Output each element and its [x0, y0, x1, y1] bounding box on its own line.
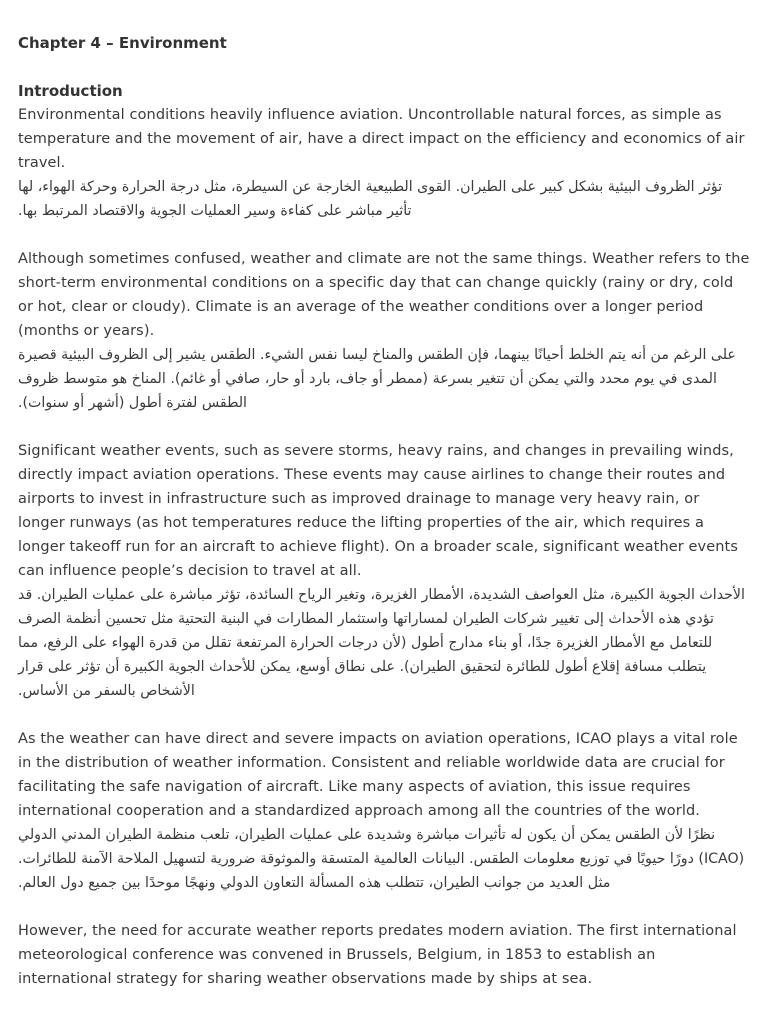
paragraph-english: However, the need for accurate weather reports predates modern aviation. The first international meteorological conference was convened in Brussels, Belgium, in 1853 to establish an international strategy for sharing weather observations made by ships at sea.: [18, 923, 737, 987]
paragraph-environment-influence: [18, 103, 750, 223]
paragraph-icao-role: [18, 727, 750, 895]
section-title: Introduction: [18, 82, 123, 100]
chapter-title: Chapter 4 – Environment: [18, 34, 227, 52]
paragraph-english: As the weather can have direct and severe impacts on aviation operations, ICAO plays a vital role in the distribution of weather information. Consistent and reliable worldwide data are crucial for facilitating the safe navigation of aircraft. Like many aspects of aviation, this issue requires international cooperation and a standardized approach among all the countries of the world.: [18, 731, 738, 819]
paragraph-weather-events: [18, 439, 750, 703]
paragraph-arabic: نظرًا لأن الطقس يمكن أن يكون له تأثيرات مباشرة وشديدة على عمليات الطيران، تلعب منظمة الطيران المدني الدولي (ICAO) دورًا حيويًا في توزيع معلومات الطقس. البيانات العالمية المتسقة والموثوقة ضرورية لتسهيل الملاحة الآمنة للطائرات. مثل العديد من جوانب الطيران، تتطلب هذه المسألة التعاون الدولي ونهجًا موحدًا بين جميع دول العالم.: [18, 827, 745, 891]
paragraph-arabic: تؤثر الظروف البيئية بشكل كبير على الطيران. القوى الطبيعية الخارجة عن السيطرة، مثل درجة الحرارة وحركة الهواء، لها تأثير مباشر على كفاءة وسير العمليات الجوية والاقتصاد المرتبط بها.: [18, 179, 723, 219]
paragraph-history: [18, 919, 750, 991]
paragraph-weather-vs-climate: [18, 247, 750, 415]
paragraph-english: Significant weather events, such as severe storms, heavy rains, and changes in prevailing winds, directly impact aviation operations. These events may cause airlines to change their routes and airports to invest in infrastructure such as improved drainage to manage very heavy rain, or longer runways (as hot temperatures reduce the lifting properties of the air, which requires a longer takeoff run for an aircraft to achieve flight). On a broader scale, significant weather events can influence people’s decision to travel at all.: [18, 443, 738, 579]
paragraph-arabic: الأحداث الجوية الكبيرة، مثل العواصف الشديدة، الأمطار الغزيرة، وتغير الرياح السائدة، تؤثر مباشرة على عمليات الطيران. قد تؤدي هذه الأحداث إلى تغيير شركات الطيران لمساراتها واستثمار المطارات في البنية التحتية مثل تحسين أنظمة الصرف للتعامل مع الأمطار الغزيرة جدًا، أو بناء مدارج أطول (لأن درجات الحرارة المرتفعة تقلل من قدرة الهواء على الرفع، مما يتطلب مسافة إقلاع أطول للطائرة لتحقيق الطيران). على نطاق أوسع، يمكن للأحداث الجوية الكبيرة أن تؤثر على قرار الأشخاص بالسفر من الأساس.: [18, 587, 745, 699]
paragraph-arabic: على الرغم من أنه يتم الخلط أحيانًا بينهما، فإن الطقس والمناخ ليسا نفس الشيء. الطقس يشير إلى الظروف البيئية قصيرة المدى في يوم محدد والتي يمكن أن تتغير بسرعة (ممطر أو جاف، بارد أو حار، صافي أو غائم). المناخ هو متوسط ظروف الطقس لفترة أطول (أشهر أو سنوات).: [18, 347, 736, 411]
paragraph-english: Although sometimes confused, weather and climate are not the same things. Weather refers to the short-term environmental conditions on a specific day that can change quickly (rainy or dry, cold or hot, clear or cloudy). Climate is an average of the weather conditions over a longer period (months or years).: [18, 251, 750, 339]
paragraph-english: Environmental conditions heavily influence aviation. Uncontrollable natural forces, as simple as temperature and the movement of air, have a direct impact on the efficiency and economics of air travel.: [18, 107, 745, 171]
